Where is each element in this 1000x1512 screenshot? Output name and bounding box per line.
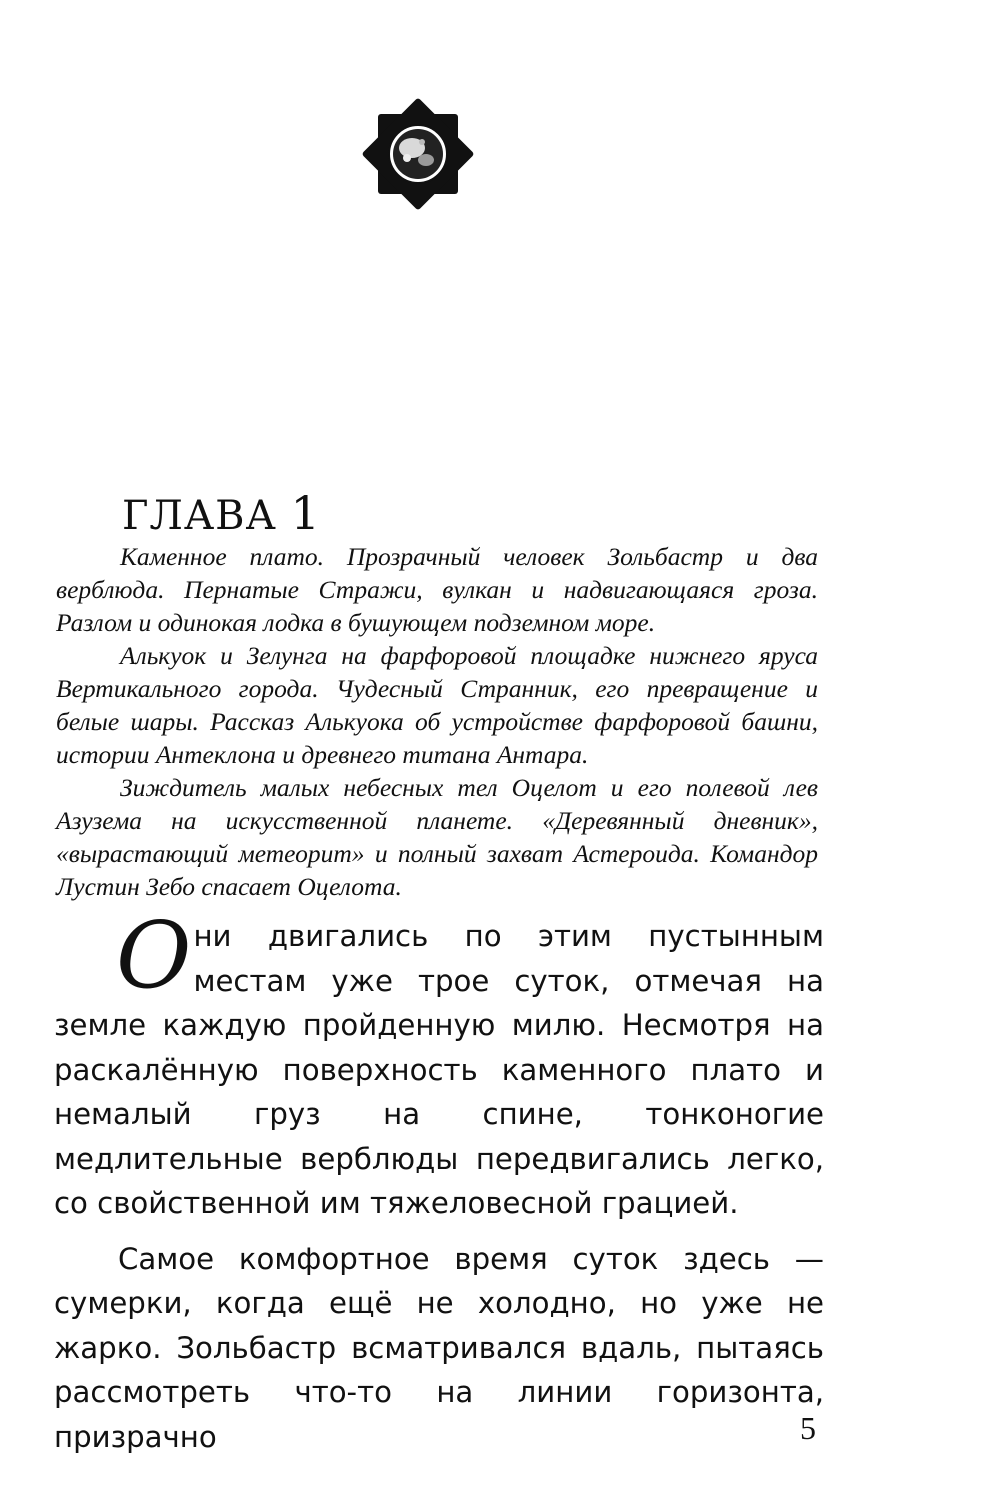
chapter-number: 1	[290, 486, 321, 540]
body-paragraph: Самое комфортное время суток здесь — сумерки, когда ещё не холодно, но уже не жарко. Зольбастр всматривался вдаль, пытаясь рассмотреть что-то на линии горизонта, призрачно	[54, 1241, 824, 1454]
chapter-title	[122, 486, 321, 540]
drop-cap: О	[116, 902, 192, 1009]
synopsis-paragraph: Алькуок и Зелунга на фарфоровой площадке нижнего яруса Вертикального города. Чудесный Странник, его превращение и белые шары. Рассказ Алькуока об устройстве фарфоровой башни, истории Антеклона и древнего титана Антара.	[56, 641, 818, 769]
synopsis-paragraph: Каменное плато. Прозрачный человек Зольбастр и два верблюда. Пернатые Стражи, вулкан и надвигающаяся гроза. Разлом и одинокая лодка в бушующем подземном море.	[56, 542, 818, 637]
body-text	[54, 902, 824, 1459]
star-ornament-icon	[356, 92, 480, 216]
page-number: 5	[800, 1410, 816, 1446]
body-paragraph	[54, 902, 824, 1226]
chapter-title-word: ГЛАВА	[122, 493, 277, 539]
chapter-synopsis	[56, 540, 818, 903]
synopsis-paragraph: Зиждитель малых небесных тел Оцелот и его полевой лев Азузема на искусственной планете. «Деревянный дневник», «вырастающий метеорит» и полный захват Астероида. Командор Лустин Зебо спасает Оцелота.	[56, 773, 818, 901]
body-paragraph-text: ни двигались по этим пустынным местам уже трое суток, отмечая на земле каждую пройденную милю. Несмотря на раскалённую поверхность каменного плато и немалый груз на спине, тонконогие медлительные верблюды передвигались легко, со свойственной им тяжеловесной грацией.	[54, 919, 824, 1220]
